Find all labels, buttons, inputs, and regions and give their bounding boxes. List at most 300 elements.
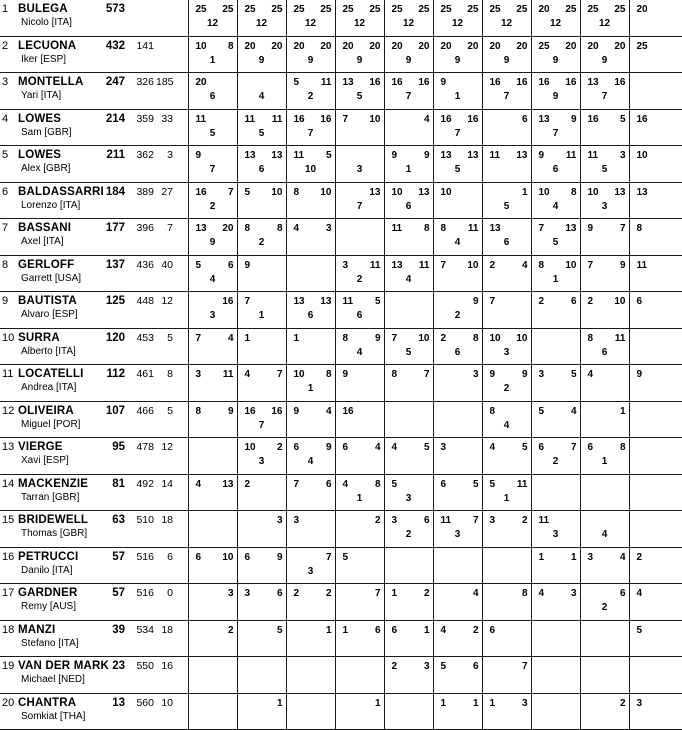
- superpole-points: 12: [402, 18, 415, 29]
- rider-firstname: Xavi [ESP]: [21, 455, 69, 466]
- rider-gap-to-previous: 40: [156, 255, 175, 292]
- rider-position: 2: [2, 39, 9, 52]
- race2-points: 20: [222, 223, 234, 234]
- round-cell: [629, 219, 682, 256]
- race1-points: 6: [342, 442, 349, 453]
- round-cell: [433, 73, 482, 110]
- round-cell: [237, 292, 286, 329]
- race2-points: 25: [369, 4, 381, 15]
- race1-points: 20: [440, 40, 452, 52]
- race1-points: 16: [636, 113, 648, 125]
- round-cell: [580, 584, 629, 621]
- rider-surname: MANZI: [18, 623, 56, 636]
- rider-gap-to-leader: 550: [126, 657, 156, 694]
- round-cell: [188, 292, 237, 329]
- superpole-points: 6: [258, 164, 265, 175]
- race2-points: 8: [619, 442, 626, 453]
- race1-points: 20: [195, 77, 207, 88]
- race1-points: 20: [636, 4, 648, 15]
- race1-points: 9: [538, 150, 545, 161]
- round-cell: [531, 693, 580, 730]
- race1-points: 13: [489, 223, 501, 234]
- round-cell: [335, 0, 384, 36]
- round-cell: [531, 657, 580, 694]
- race2-points: 10: [418, 332, 430, 344]
- rider-gap-to-previous: [156, 36, 175, 73]
- race2-points: 4: [325, 405, 332, 417]
- table-row: [0, 219, 682, 256]
- race1-points: 8: [244, 223, 251, 234]
- rider-gap-to-leader: 362: [126, 146, 156, 183]
- rider-gap-to-leader: 492: [126, 474, 156, 511]
- round-cell: [384, 620, 433, 657]
- round-cell: [384, 511, 433, 548]
- round-cell: [531, 401, 580, 438]
- race1-points: 2: [244, 478, 251, 490]
- race2-points: 3: [227, 588, 234, 599]
- rider-gap-to-previous: 185: [156, 73, 175, 110]
- superpole-points: 4: [209, 273, 216, 285]
- superpole-points: 12: [500, 18, 513, 29]
- spacer-cell: [175, 109, 188, 146]
- race1-points: 4: [636, 588, 643, 599]
- race2-points: 8: [227, 40, 234, 52]
- race1-points: 5: [538, 405, 545, 417]
- superpole-points: 5: [209, 127, 216, 139]
- round-cell: [482, 73, 531, 110]
- rider-position: 9: [2, 295, 9, 307]
- race1-points: 25: [489, 4, 501, 15]
- rider-position: 10: [2, 331, 15, 344]
- rider-gap-to-leader: 516: [126, 547, 156, 584]
- race1-points: 4: [538, 588, 545, 599]
- race2-points: 13: [565, 223, 577, 234]
- race2-points: 1: [472, 697, 479, 709]
- race2-points: 10: [614, 296, 626, 307]
- round-cell: [531, 255, 580, 292]
- race1-points: 9: [293, 405, 300, 417]
- spacer-cell: [175, 438, 188, 475]
- race2-points: 1: [521, 186, 528, 198]
- round-cell: [384, 547, 433, 584]
- table-row: [0, 474, 682, 511]
- rider-gap-to-previous: 12: [156, 438, 175, 475]
- race1-points: 13: [293, 296, 305, 307]
- race2-points: 4: [374, 442, 381, 453]
- round-cell: [629, 511, 682, 548]
- round-cell: [433, 438, 482, 475]
- race2-points: 8: [325, 369, 332, 380]
- race1-points: 7: [195, 332, 202, 344]
- race1-points: 1: [244, 332, 251, 344]
- rider-gap-to-leader: 461: [126, 365, 156, 402]
- race1-points: 5: [440, 661, 447, 672]
- round-cell: [531, 584, 580, 621]
- rider-cell: [0, 146, 126, 183]
- rider-gap-to-leader: 560: [126, 693, 156, 730]
- round-cell: [629, 182, 682, 219]
- table-row: [0, 328, 682, 365]
- race2-points: 9: [423, 150, 430, 161]
- race2-points: 9: [374, 332, 381, 344]
- spacer-cell: [175, 693, 188, 730]
- race1-points: 8: [636, 223, 643, 234]
- rider-gap-to-previous: 33: [156, 109, 175, 146]
- race2-points: 7: [619, 223, 626, 234]
- superpole-points: 3: [356, 164, 363, 175]
- round-cell: [580, 146, 629, 183]
- race1-points: 16: [391, 77, 403, 88]
- rider-surname: LOWES: [18, 149, 62, 161]
- rider-surname: BRIDEWELL: [18, 514, 89, 526]
- race1-points: 13: [342, 77, 354, 88]
- table-row: [0, 620, 682, 657]
- race2-points: 2: [423, 588, 430, 599]
- race1-points: 25: [293, 4, 305, 15]
- race2-points: 13: [320, 296, 332, 307]
- race2-points: 10: [222, 551, 234, 563]
- race2-points: 25: [565, 4, 577, 15]
- race2-points: 7: [227, 186, 234, 198]
- race2-points: 5: [472, 478, 479, 490]
- race1-points: 25: [538, 40, 550, 52]
- round-cell: [286, 584, 335, 621]
- race1-points: 5: [489, 478, 496, 490]
- superpole-points: 7: [405, 91, 412, 102]
- race2-points: 3: [619, 150, 626, 161]
- race1-points: 5: [244, 186, 251, 198]
- race1-points: 10: [391, 186, 403, 198]
- spacer-cell: [175, 474, 188, 511]
- race2-points: 25: [271, 4, 283, 15]
- rider-position: 17: [2, 587, 15, 599]
- round-cell: [629, 547, 682, 584]
- superpole-points: 5: [405, 346, 412, 358]
- spacer-cell: [175, 547, 188, 584]
- round-cell: [580, 474, 629, 511]
- rider-surname: VIERGE: [18, 441, 63, 453]
- round-cell: [629, 36, 682, 73]
- round-cell: [335, 255, 384, 292]
- round-cell: [286, 401, 335, 438]
- round-cell: [629, 109, 682, 146]
- round-cell: [188, 693, 237, 730]
- superpole-points: 3: [503, 346, 510, 358]
- race2-points: 9: [325, 442, 332, 453]
- rider-surname: LOWES: [18, 112, 62, 125]
- race1-points: 16: [489, 77, 501, 88]
- round-cell: [531, 438, 580, 475]
- round-cell: [384, 36, 433, 73]
- round-cell: [286, 474, 335, 511]
- superpole-points: 3: [552, 529, 559, 540]
- race1-points: 7: [440, 259, 447, 271]
- superpole-points: 2: [356, 273, 363, 285]
- race2-points: 25: [320, 4, 332, 15]
- rider-points: 573: [105, 3, 125, 15]
- round-cell: [237, 547, 286, 584]
- rider-cell: [0, 182, 126, 219]
- round-cell: [286, 109, 335, 146]
- round-cell: [237, 401, 286, 438]
- superpole-points: 6: [454, 346, 461, 358]
- rider-cell: [0, 511, 126, 548]
- race2-points: 16: [516, 77, 528, 88]
- round-cell: [482, 0, 531, 36]
- superpole-points: 2: [307, 91, 314, 102]
- round-cell: [384, 365, 433, 402]
- table-row: [0, 438, 682, 475]
- rider-firstname: Remy [AUS]: [21, 601, 77, 612]
- race1-points: 8: [440, 223, 447, 234]
- round-cell: [482, 219, 531, 256]
- race2-points: 1: [619, 405, 626, 417]
- race2-points: 16: [369, 77, 381, 88]
- race2-points: 25: [516, 4, 528, 15]
- rider-cell: [0, 219, 126, 256]
- race1-points: 13: [195, 223, 207, 234]
- round-cell: [286, 657, 335, 694]
- rider-firstname: Alberto [ITA]: [21, 345, 76, 357]
- race2-points: 5: [276, 624, 283, 636]
- rider-gap-to-previous: 7: [156, 219, 175, 256]
- race1-points: 11: [636, 259, 648, 271]
- race1-points: 7: [587, 259, 594, 271]
- superpole-points: 1: [552, 273, 559, 285]
- superpole-points: 7: [454, 127, 461, 139]
- race1-points: 9: [391, 150, 398, 161]
- race2-points: 2: [521, 515, 528, 526]
- round-cell: [188, 255, 237, 292]
- round-cell: [335, 292, 384, 329]
- spacer-cell: [175, 255, 188, 292]
- round-cell: [482, 365, 531, 402]
- race1-points: 10: [587, 186, 599, 198]
- superpole-points: 7: [209, 164, 216, 175]
- race1-points: 2: [293, 588, 300, 599]
- race1-points: 16: [195, 186, 207, 198]
- round-cell: [482, 511, 531, 548]
- superpole-points: 6: [601, 346, 608, 358]
- rider-firstname: Andrea [ITA]: [21, 382, 77, 393]
- round-cell: [531, 219, 580, 256]
- race1-points: 1: [538, 551, 545, 563]
- race2-points: 11: [516, 478, 528, 490]
- round-cell: [433, 657, 482, 694]
- table-row: [0, 511, 682, 548]
- rider-gap-to-previous: 12: [156, 292, 175, 329]
- race1-points: 6: [587, 442, 594, 453]
- rider-position: 8: [2, 258, 9, 271]
- round-cell: [335, 328, 384, 365]
- round-cell: [482, 109, 531, 146]
- round-cell: [629, 584, 682, 621]
- race1-points: 10: [195, 40, 207, 52]
- round-cell: [286, 182, 335, 219]
- rider-cell: [0, 292, 126, 329]
- spacer-cell: [175, 182, 188, 219]
- race1-points: 7: [342, 113, 349, 125]
- rider-gap-to-previous: 18: [156, 620, 175, 657]
- race1-points: 3: [342, 259, 349, 271]
- rider-points: 177: [105, 222, 125, 234]
- superpole-points: 1: [454, 91, 461, 102]
- round-cell: [433, 109, 482, 146]
- superpole-points: 3: [405, 492, 412, 504]
- race1-points: 3: [195, 369, 202, 380]
- race2-points: 7: [570, 442, 577, 453]
- race1-points: 9: [244, 259, 251, 271]
- superpole-points: 9: [209, 237, 216, 248]
- round-cell: [188, 547, 237, 584]
- race2-points: 6: [374, 624, 381, 636]
- superpole-points: 7: [552, 127, 559, 139]
- table-row: [0, 255, 682, 292]
- spacer-cell: [175, 146, 188, 183]
- round-cell: [580, 693, 629, 730]
- superpole-points: 2: [258, 237, 265, 248]
- race2-points: 13: [467, 150, 479, 161]
- round-cell: [237, 693, 286, 730]
- round-cell: [237, 657, 286, 694]
- race1-points: 3: [440, 442, 447, 453]
- race2-points: 10: [516, 332, 528, 344]
- table-row: [0, 693, 682, 730]
- race2-points: 2: [227, 624, 234, 636]
- race2-points: 9: [521, 369, 528, 380]
- race1-points: 5: [293, 77, 300, 88]
- superpole-points: 4: [356, 346, 363, 358]
- race1-points: 16: [587, 113, 599, 125]
- race2-points: 20: [467, 40, 479, 52]
- race1-points: 6: [538, 442, 545, 453]
- round-cell: [286, 547, 335, 584]
- table-row: [0, 146, 682, 183]
- race2-points: 16: [271, 405, 283, 417]
- race1-points: 25: [440, 4, 452, 15]
- rider-surname: CHANTRA: [18, 696, 77, 709]
- rider-firstname: Stefano [ITA]: [21, 637, 79, 649]
- race2-points: 11: [565, 150, 577, 161]
- rider-gap-to-previous: 10: [156, 693, 175, 730]
- superpole-points: 3: [601, 200, 608, 212]
- round-cell: [384, 438, 433, 475]
- round-cell: [188, 511, 237, 548]
- round-cell: [188, 438, 237, 475]
- rider-cell: [0, 620, 126, 657]
- race2-points: 3: [276, 515, 283, 526]
- race2-points: 9: [276, 551, 283, 563]
- race2-points: 11: [369, 259, 381, 271]
- round-cell: [188, 657, 237, 694]
- race1-points: 13: [636, 186, 648, 198]
- round-cell: [482, 620, 531, 657]
- race1-points: 8: [342, 332, 349, 344]
- round-cell: [384, 584, 433, 621]
- race1-points: 11: [489, 150, 501, 161]
- round-cell: [335, 474, 384, 511]
- superpole-points: 5: [552, 237, 559, 248]
- rider-points: 432: [105, 39, 125, 52]
- superpole-points: 9: [552, 91, 559, 102]
- race2-points: 6: [570, 296, 577, 307]
- race1-points: 2: [440, 332, 447, 344]
- superpole-points: 6: [405, 200, 412, 212]
- rider-gap-to-previous: [156, 0, 175, 36]
- rider-firstname: Yari [ITA]: [21, 90, 62, 101]
- spacer-cell: [175, 511, 188, 548]
- round-cell: [335, 109, 384, 146]
- round-cell: [580, 547, 629, 584]
- round-cell: [286, 0, 335, 36]
- round-cell: [384, 109, 433, 146]
- race2-points: 11: [222, 369, 234, 380]
- race1-points: 11: [538, 515, 550, 526]
- round-cell: [237, 0, 286, 36]
- round-cell: [188, 365, 237, 402]
- race1-points: 6: [293, 442, 300, 453]
- race2-points: 20: [320, 40, 332, 52]
- superpole-points: 1: [356, 492, 363, 504]
- rider-position: 11: [2, 368, 14, 380]
- round-cell: [531, 511, 580, 548]
- race2-points: 5: [325, 150, 332, 161]
- race2-points: 10: [565, 259, 577, 271]
- round-cell: [629, 438, 682, 475]
- round-cell: [335, 693, 384, 730]
- round-cell: [384, 182, 433, 219]
- superpole-points: 12: [206, 18, 219, 29]
- race1-points: 9: [440, 77, 447, 88]
- race1-points: 25: [587, 4, 599, 15]
- race2-points: 25: [614, 4, 626, 15]
- round-cell: [188, 146, 237, 183]
- round-cell: [384, 292, 433, 329]
- race2-points: 9: [472, 296, 479, 307]
- rider-points: 81: [112, 477, 125, 490]
- round-cell: [188, 620, 237, 657]
- race2-points: 9: [619, 259, 626, 271]
- race1-points: 3: [489, 515, 496, 526]
- race2-points: 11: [614, 332, 626, 344]
- race1-points: 25: [391, 4, 403, 15]
- table-row: [0, 36, 682, 73]
- rider-gap-to-leader: 478: [126, 438, 156, 475]
- round-cell: [188, 401, 237, 438]
- rider-firstname: Somkiat [THA]: [21, 710, 86, 722]
- race2-points: 11: [418, 259, 430, 271]
- rider-surname: GARDNER: [18, 587, 78, 599]
- superpole-points: 6: [356, 310, 363, 321]
- race1-points: 11: [587, 150, 599, 161]
- race1-points: 13: [587, 77, 599, 88]
- round-cell: [531, 73, 580, 110]
- superpole-points: 6: [209, 91, 216, 102]
- superpole-points: 4: [601, 529, 608, 540]
- race2-points: 9: [227, 405, 234, 417]
- race2-points: 25: [467, 4, 479, 15]
- round-cell: [286, 620, 335, 657]
- round-cell: [384, 255, 433, 292]
- race2-points: 4: [570, 405, 577, 417]
- round-cell: [188, 109, 237, 146]
- race2-points: 6: [472, 661, 479, 672]
- round-cell: [482, 657, 531, 694]
- round-cell: [433, 36, 482, 73]
- race2-points: 16: [467, 113, 479, 125]
- round-cell: [286, 693, 335, 730]
- race1-points: 1: [342, 624, 349, 636]
